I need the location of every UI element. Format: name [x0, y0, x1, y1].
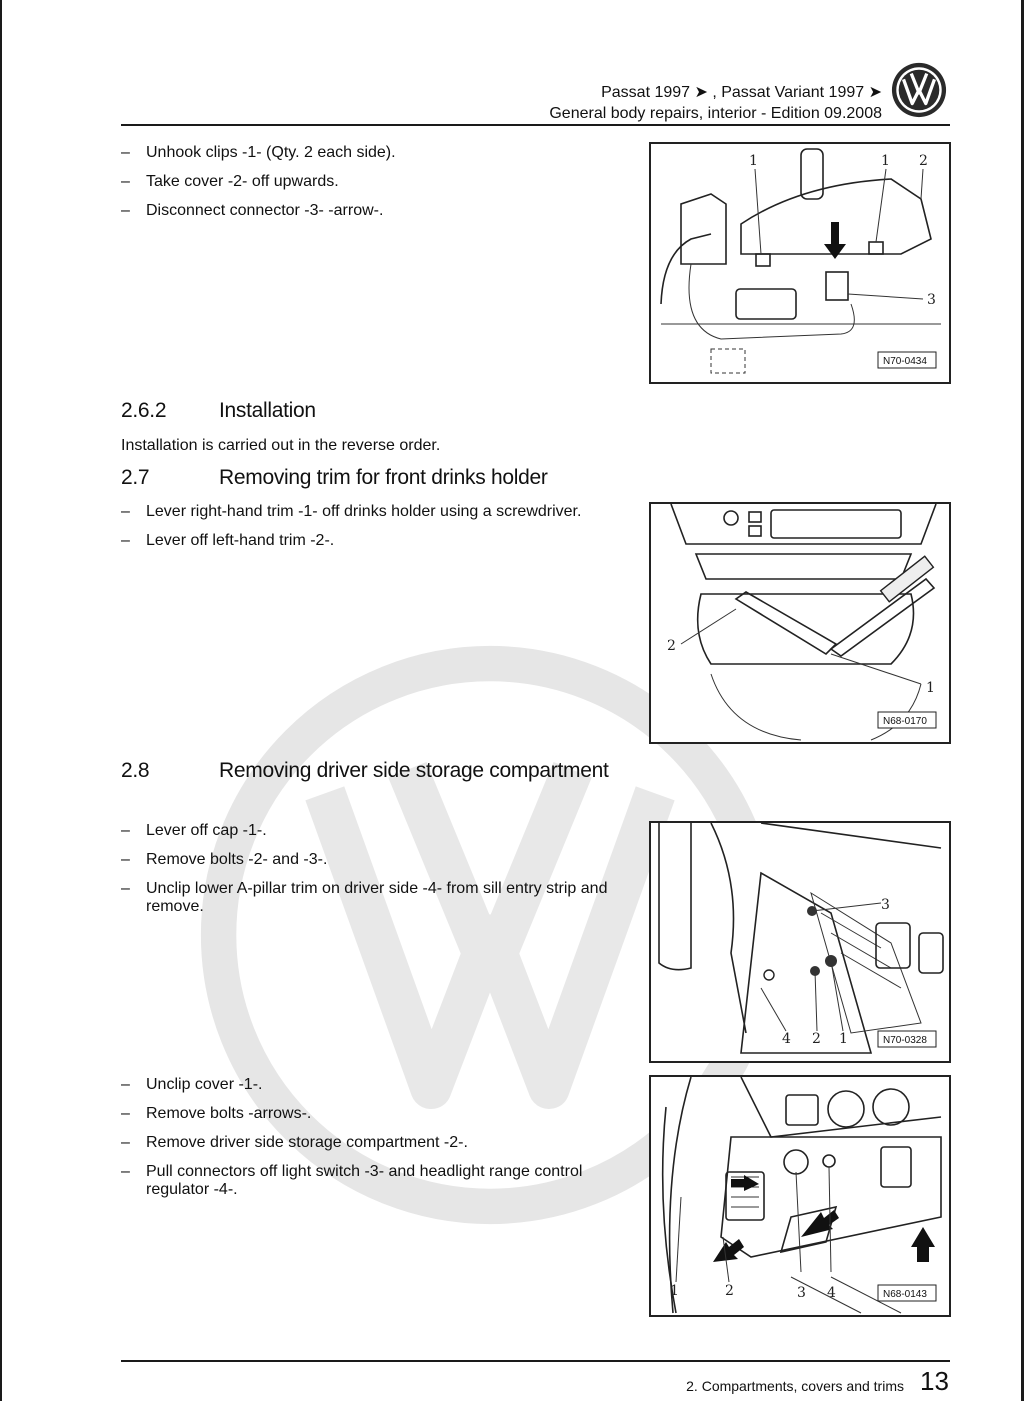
- figure-code: N68-0143: [883, 1289, 927, 1300]
- storage-removal-steps-b: [121, 1076, 621, 1210]
- figure-label: 2: [919, 153, 928, 169]
- step-item: – Lever right-hand trim -1- off drinks holder using a screwdriver.: [121, 503, 621, 521]
- figure-n70-0328: [649, 821, 951, 1063]
- figure-label: 1: [749, 153, 758, 169]
- figure-code: N70-0434: [883, 356, 927, 367]
- figure-label: 1: [881, 153, 890, 169]
- page-header: [549, 82, 882, 124]
- step-item: – Lever off left-hand trim -2-.: [121, 532, 621, 550]
- figure-label: 3: [881, 897, 890, 913]
- figure-label: 2: [725, 1283, 734, 1299]
- step-item: – Lever off cap -1-.: [121, 822, 621, 840]
- step-item: – Unclip lower A-pillar trim on driver side -4- from sill entry strip and remove.: [121, 880, 621, 916]
- step-item: – Remove bolts -arrows-.: [121, 1105, 621, 1123]
- figure-label: 1: [670, 1283, 679, 1299]
- vw-logo-icon: [890, 61, 948, 119]
- section-title: Removing trim for front drinks holder: [219, 466, 548, 489]
- header-rule: [121, 124, 950, 126]
- footer-rule: [121, 1360, 950, 1362]
- header-models: Passat 1997 ➤ , Passat Variant 1997 ➤: [601, 84, 882, 101]
- step-item: – Unclip cover -1-.: [121, 1076, 621, 1094]
- header-manual-title: General body repairs, interior - Edition 09.2008: [549, 105, 882, 122]
- figure-label: 2: [812, 1031, 821, 1047]
- footer-chapter-title: 2. Compartments, covers and trims: [686, 1378, 904, 1394]
- figure-label: 4: [782, 1031, 791, 1047]
- page-number: 13: [920, 1366, 949, 1396]
- step-item: – Unhook clips -1- (Qty. 2 each side).: [121, 144, 621, 162]
- section-2-8-heading: [121, 758, 621, 784]
- figure-label: 3: [797, 1285, 806, 1301]
- figure-label: 4: [827, 1285, 836, 1301]
- figure-label: 1: [926, 680, 935, 696]
- section-2-6-2-heading: [121, 398, 621, 424]
- step-item: – Pull connectors off light switch -3- and headlight range control regulator -4-.: [121, 1163, 621, 1199]
- figure-n68-0170: [649, 502, 951, 744]
- section-title: Installation: [219, 399, 316, 422]
- figure-code: N70-0328: [883, 1035, 927, 1046]
- step-item: – Take cover -2- off upwards.: [121, 173, 621, 191]
- section-number: 2.6.2: [121, 399, 167, 422]
- figure-label: 3: [927, 292, 936, 308]
- figure-label: 1: [839, 1031, 848, 1047]
- section-title: Removing driver side storage compartment: [219, 759, 609, 782]
- figure-n70-0434: [649, 142, 951, 384]
- section-number: 2.8: [121, 759, 150, 782]
- step-item: – Disconnect connector -3- -arrow-.: [121, 202, 621, 220]
- section-2-7-heading: [121, 465, 621, 491]
- figure-label: 2: [667, 638, 676, 654]
- removal-steps-a: [121, 144, 621, 231]
- step-item: – Remove bolts -2- and -3-.: [121, 851, 621, 869]
- page-border-left: [0, 0, 2, 1401]
- figure-code: N68-0170: [883, 716, 927, 727]
- step-item: – Remove driver side storage compartment -2-.: [121, 1134, 621, 1152]
- drinks-holder-steps: [121, 503, 621, 561]
- figure-n68-0143: [649, 1075, 951, 1317]
- installation-text: Installation is carried out in the reverse order.: [121, 437, 441, 454]
- storage-removal-steps-a: [121, 822, 621, 927]
- section-number: 2.7: [121, 466, 150, 489]
